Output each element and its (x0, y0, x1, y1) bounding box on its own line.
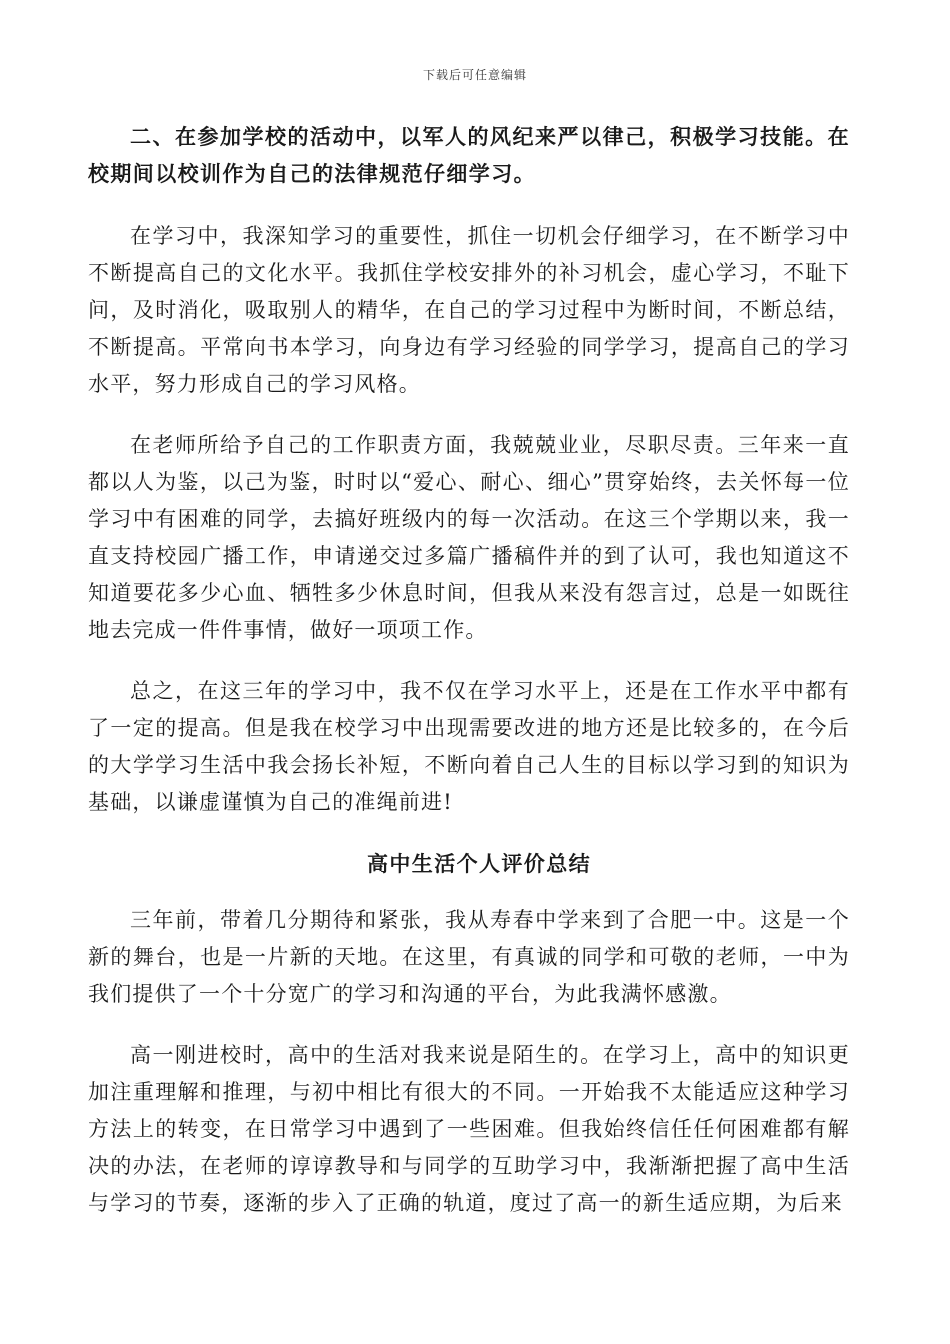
section-heading: 二、在参加学校的活动中，以军人的风纪来严以律己，积极学习技能。在校期间以校训作为自己的法律规范仔细学习。 (88, 124, 850, 186)
paragraph-intro: 三年前，带着几分期待和紧张，我从寿春中学来到了合肥一中。这是一个新的舞台，也是一片新的天地。在这里，有真诚的同学和可敬的老师，一中为我们提供了一个十分宽广的学习和沟通的平台，为此我满怀感激。 (88, 908, 850, 1006)
paragraph-duties: 在老师所给予自己的工作职责方面，我兢兢业业，尽职尽责。三年来一直都以人为鉴，以己为鉴，时时以“爱心、耐心、细心”贯穿始终，去关怀每一位学习中有困难的同学，去搞好班级内的每一次活动。在这三个学期以来，我一直支持校园广播工作，申请递交过多篇广播稿件并的到了认可，我也知道这不知道要花多少心血、牺牲多少休息时间，但我从来没有怨言过，总是一如既往地去完成一件件事情，做好一项项工作。 (88, 433, 850, 642)
paragraph-summary: 总之，在这三年的学习中，我不仅在学习水平上，还是在工作水平中都有了一定的提高。但是我在校学习中出现需要改进的地方还是比较多的，在今后的大学学习生活中我会扬长补短，不断向着自己人生的目标以学习到的知识为基础，以谦虚谨慎为自己的准绳前进! (88, 679, 850, 814)
paragraph-study: 在学习中，我深知学习的重要性，抓住一切机会仔细学习，在不断学习中不断提高自己的文化水平。我抓住学校安排外的补习机会，虚心学习，不耻下问，及时消化，吸取别人的精华，在自己的学习过程中为断时间，不断总结，不断提高。平常向书本学习，向身边有学习经验的同学学习，提高自己的学习水平，努力形成自己的学习风格。 (88, 224, 850, 396)
section-title: 高中生活个人评价总结 (367, 851, 591, 876)
document-body (88, 118, 850, 1222)
paragraph-first-year: 高一刚进校时，高中的生活对我来说是陌生的。在学习上，高中的知识更加注重理解和推理，与初中相比有很大的不同。一开始我不太能适应这种学习方法上的转变，在日常学习中遇到了一些困难。但我始终信任任何困难都有解决的办法，在老师的谆谆教导和与同学的互助学习中，我渐渐把握了高中生活与学习的节奏，逐渐的步入了正确的轨道，度过了高一的新生适应期，为后来 (88, 1043, 850, 1215)
page-header-note: 下载后可任意编辑 (422, 68, 527, 82)
